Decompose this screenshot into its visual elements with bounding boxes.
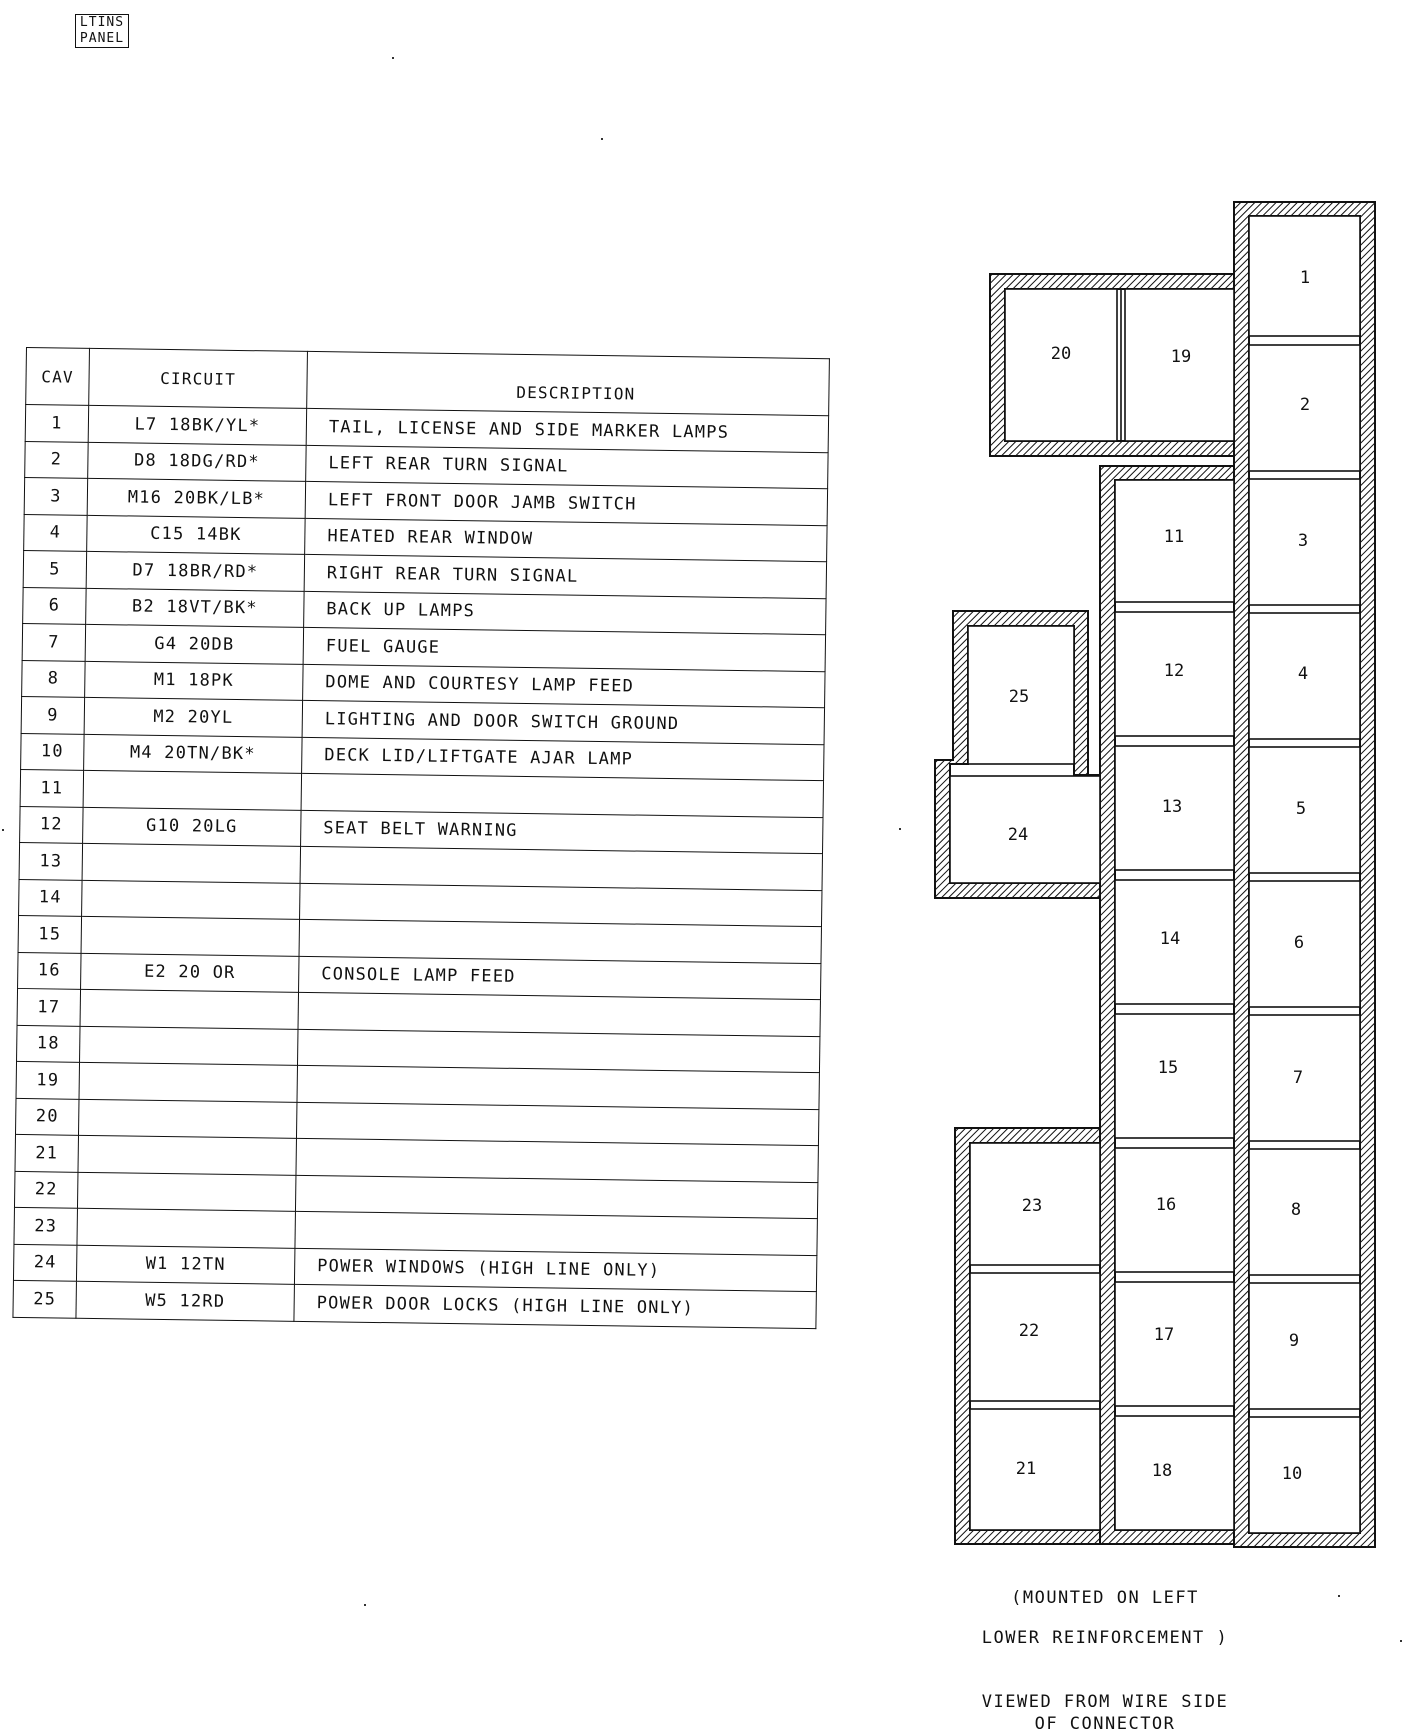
cav-cell: 14 [19,879,83,916]
cavity-8 [1249,1149,1360,1275]
cav-cell: 5 [23,550,87,587]
cav-cell: 4 [24,514,88,551]
caption-view-line-2: OF CONNECTOR [1034,1714,1176,1734]
scan-speck [364,1604,366,1606]
description-cell: BACK UP LAMPS [304,591,826,635]
cavity-label-7: 7 [1292,1068,1304,1088]
cav-cell: 13 [19,842,83,879]
cav-cell: 22 [14,1171,78,1208]
cavity-label-4: 4 [1297,664,1309,684]
description-cell: RIGHT REAR TURN SIGNAL [304,554,826,598]
cavity-label-22: 22 [1018,1321,1040,1341]
cav-cell: 8 [22,660,86,697]
description-cell: LIGHTING AND DOOR SWITCH GROUND [302,700,824,744]
circuit-cell: E2 20 OR [81,953,299,993]
cavity-label-8: 8 [1290,1200,1302,1220]
cavity-20 [1005,289,1117,441]
cavity-label-24: 24 [1007,825,1029,845]
circuit-cell: W5 12RD [76,1281,294,1321]
panel-tag-line-1: LTINS [79,15,125,30]
description-cell: LEFT FRONT DOOR JAMB SWITCH [305,481,827,525]
cavity-label-18: 18 [1151,1461,1173,1481]
cav-cell: 17 [17,988,81,1025]
description-cell: FUEL GAUGE [303,627,825,671]
scan-speck [899,828,901,830]
cavity-label-1: 1 [1299,268,1311,288]
circuit-cell: B2 18VT/BK* [86,588,304,628]
header-circuit: CIRCUIT [89,348,308,408]
cav-cell: 12 [20,806,84,843]
cavity-label-11: 11 [1163,527,1185,547]
cav-cell: 6 [23,587,87,624]
circuit-cell: M16 20BK/LB* [87,478,305,518]
circuit-cell: D8 18DG/RD* [88,442,306,482]
cav-cell: 10 [21,733,85,770]
scan-speck [1400,1640,1402,1642]
cavity-label-3: 3 [1297,531,1309,551]
cavity-label-15: 15 [1157,1058,1179,1078]
cavity-label-19: 19 [1170,347,1192,367]
caption-mount-line-2: LOWER REINFORCEMENT ) [981,1628,1229,1648]
circuit-cell: D7 18BR/RD* [86,551,304,591]
cavity-label-5: 5 [1295,799,1307,819]
cav-cell: 15 [18,915,82,952]
cav-cell: 24 [13,1244,77,1281]
cavity-label-14: 14 [1159,929,1181,949]
circuit-cell: C15 14BK [87,515,305,555]
cavity-9 [1249,1283,1360,1409]
cav-cell: 11 [20,769,84,806]
cav-cell: 9 [21,696,85,733]
cavity-label-17: 17 [1153,1325,1175,1345]
header-cav: CAV [26,348,90,406]
circuit-cell: L7 18BK/YL* [88,405,306,445]
cav-cell: 18 [17,1025,81,1062]
cavity-label-10: 10 [1281,1464,1303,1484]
description-cell: HEATED REAR WINDOW [305,518,827,562]
description-cell: SEAT BELT WARNING [301,810,823,854]
cavity-18 [1115,1416,1234,1530]
cavity-label-6: 6 [1293,933,1305,953]
scan-speck [1338,1595,1340,1597]
cav-cell: 25 [13,1280,77,1317]
cav-cell: 16 [18,952,82,989]
cav-cell: 23 [14,1207,78,1244]
cav-cell: 7 [22,623,86,660]
scan-speck [601,138,603,140]
description-cell: DOME AND COURTESY LAMP FEED [303,664,825,708]
description-cell: TAIL, LICENSE AND SIDE MARKER LAMPS [306,408,828,452]
cavity-10 [1249,1417,1360,1533]
header-description: DESCRIPTION [307,351,830,415]
caption-view-line-1: VIEWED FROM WIRE SIDE [981,1692,1229,1712]
cavity-17 [1115,1282,1234,1406]
description-cell: CONSOLE LAMP FEED [299,956,821,1000]
description-cell: POWER DOOR LOCKS (HIGH LINE ONLY) [294,1284,816,1328]
cav-cell: 21 [15,1134,79,1171]
cav-cell: 1 [25,405,89,442]
description-cell: DECK LID/LIFTGATE AJAR LAMP [302,737,824,781]
cavity-label-20: 20 [1050,344,1072,364]
circuit-cell: G4 20DB [85,624,303,664]
cavity-label-23: 23 [1021,1196,1043,1216]
cavity-label-13: 13 [1161,797,1183,817]
caption-mount-line-1: (MOUNTED ON LEFT [1011,1588,1199,1608]
cavity-label-9: 9 [1288,1331,1300,1351]
cavity-label-25: 25 [1008,687,1030,707]
cav-cell: 19 [16,1061,80,1098]
scan-speck [392,57,394,59]
description-cell: POWER WINDOWS (HIGH LINE ONLY) [294,1248,816,1292]
cav-cell: 20 [16,1098,80,1135]
cavity-label-16: 16 [1155,1195,1177,1215]
circuit-cell: M2 20YL [84,697,302,737]
cavity-label-21: 21 [1015,1459,1037,1479]
circuit-cell: G10 20LG [83,807,301,847]
description-cell: LEFT REAR TURN SIGNAL [306,445,828,489]
cavity-7 [1249,1015,1360,1141]
scan-speck [2,829,4,831]
cav-cell: 3 [24,477,88,514]
cavity-label-12: 12 [1163,661,1185,681]
circuit-cell: W1 12TN [76,1245,294,1285]
cav-cell: 2 [25,441,89,478]
circuit-cell: M1 18PK [85,661,303,701]
circuit-cell: M4 20TN/BK* [84,734,302,774]
cavity-label-2: 2 [1299,395,1311,415]
panel-tag-line-2: PANEL [79,31,125,46]
cavity-6 [1249,881,1360,1007]
